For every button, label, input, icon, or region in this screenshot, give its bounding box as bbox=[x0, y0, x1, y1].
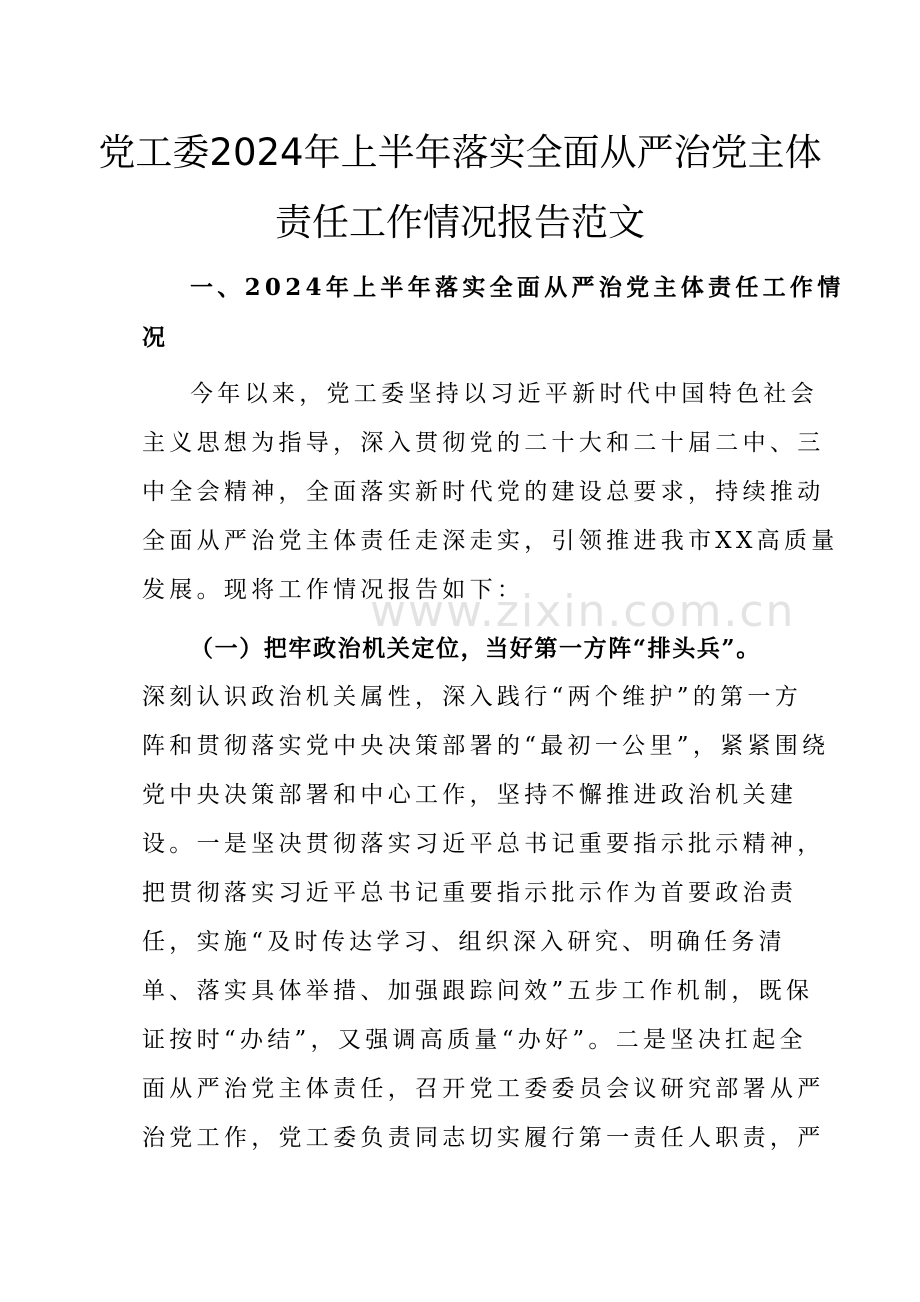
paragraph-line: 任，实施“及时传达学习、组织深入研究、明确任务清 bbox=[142, 929, 786, 955]
paragraph-line: 中全会精神，全面落实新时代党的建设总要求，持续推动 bbox=[142, 479, 825, 505]
paragraph-line: 证按时“办结”，又强调高质量“办好”。二是坚决扛起全 bbox=[142, 1027, 807, 1053]
document-title-line-2: 责任工作情况报告范文 bbox=[275, 201, 645, 244]
watermark: www.zixin.com.cn bbox=[370, 586, 796, 637]
paragraph-line: 把贯彻落实习近平总书记重要指示批示作为首要政治责 bbox=[142, 880, 798, 906]
paragraph-line: 今年以来，党工委坚持以习近平新时代中国特色社会 bbox=[190, 381, 818, 407]
paragraph-line: 深刻认识政治机关属性，深入践行“两个维护”的第一方 bbox=[142, 684, 803, 710]
paragraph-line: 设。一是坚决贯彻落实习近平总书记重要指示批示精神， bbox=[142, 831, 825, 857]
paragraph-line: 治党工作，党工委负责同志切实履行第一责任人职责，严 bbox=[142, 1125, 825, 1151]
subsection-heading: （一）把牢政治机关定位，当好第一方阵“排头兵”。 bbox=[190, 635, 761, 662]
paragraph-line: 发展。现将工作情况报告如下： bbox=[142, 577, 525, 603]
paragraph-line: 面从严治党主体责任，召开党工委委员会议研究部署从严 bbox=[142, 1076, 825, 1102]
document-title-line-1: 党工委2024年上半年落实全面从严治党主体 bbox=[98, 131, 822, 174]
section-heading: 一、2024年上半年落实全面从严治党主体责任工作情 bbox=[190, 274, 845, 301]
paragraph-line: 党中央决策部署和中心工作，坚持不懈推进政治机关建 bbox=[142, 782, 798, 808]
paragraph-line: 主义思想为指导，深入贯彻党的二十大和二十届二中、三 bbox=[142, 430, 825, 456]
paragraph-line: 阵和贯彻落实党中央决策部署的“最初一公里”，紧紧围绕 bbox=[142, 733, 830, 759]
section-heading-continued: 况 bbox=[142, 324, 170, 351]
paragraph-line: 全面从严治党主体责任走深走实，引领推进我市XX高质量 bbox=[142, 528, 839, 554]
paragraph-line: 单、落实具体举措、加强跟踪问效”五步工作机制，既保 bbox=[142, 978, 814, 1004]
